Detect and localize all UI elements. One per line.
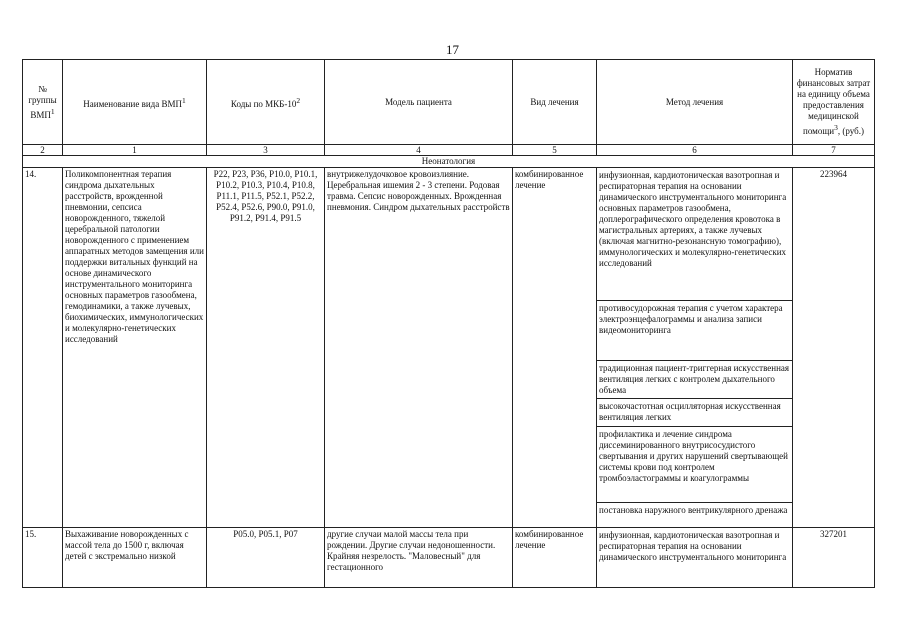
vmp-name: Выхаживание новорожденных с массой тела до 1500 г, включая детей с экстремально низкой [63, 528, 207, 588]
treatment-method: профилактика и лечение синдрома диссеминированного внутрисосудистого свертывания и других нарушений свертывающей системы крови под контролем тромбоэластограммы и коагулограммы [597, 427, 793, 503]
table-row [23, 168, 875, 301]
column-number: 3 [207, 145, 325, 156]
treatment-method: традиционная пациент-триггерная искусственная вентиляция легких с контролем дыхательного объема [597, 361, 793, 399]
header-model: Модель пациента [325, 60, 513, 145]
page-number: 17 [446, 42, 459, 57]
norm-value: 327201 [793, 528, 875, 588]
treatment-method: высокочастотная осцилляторная искусственная вентиляция легких [597, 399, 793, 427]
treatment-method: инфузионная, кардиотоническая вазотропная и респираторная терапия на основании динамического инструментального мониторинга основных параметров газообмена, доплерографического определения кровотока в магистральных артериях, а также лучевых (включая магнитно-резонансную томографию), иммунологических и молекулярно-генетических исследований [597, 168, 793, 301]
header-type: Вид лечения [513, 60, 597, 145]
treatment-method: инфузионная, кардиотоническая вазотропная и респираторная терапия на основании динамического инструментального мониторинга [597, 528, 793, 588]
column-number: 7 [793, 145, 875, 156]
header-row [23, 60, 875, 145]
section-row [23, 156, 875, 168]
patient-model: внутрижелудочковое кровоизлияние. Церебральная ишемия 2 - 3 степени. Родовая травма. Сепсис новорожденных. Врожденная пневмония. Синдром дыхательных расстройств [325, 168, 513, 528]
vmp-table [22, 59, 875, 588]
treatment-method: постановка наружного вентрикулярного дренажа [597, 503, 793, 528]
group-number: 14. [23, 168, 63, 528]
group-number: 15. [23, 528, 63, 588]
table-row [23, 528, 875, 588]
column-number: 2 [23, 145, 63, 156]
patient-model: другие случаи малой массы тела при рождении. Другие случаи недоношенности. Крайняя незрелость. "Маловесный" для гестационного [325, 528, 513, 588]
treatment-method: противосудорожная терапия с учетом характера электроэнцефалограммы и анализа записи видеомониторинга [597, 301, 793, 361]
treatment-type: комбинированное лечение [513, 528, 597, 588]
column-numbers-row [23, 145, 875, 156]
icd-codes: P22, P23, P36, P10.0, P10.1, P10.2, P10.3, P10.4, P10.8, P11.1, P11.5, P52.1, P52.2, P52.4, P52.6, P90.0, P91.0, P91.2, P91.4, P91.5 [207, 168, 325, 528]
vmp-name: Поликомпонентная терапия синдрома дыхательных расстройств, врожденной пневмонии, сепсиса новорожденного, тяжелой церебральной патологии новорожденного с применением аппаратных методов замещения или поддержки витальных функций на основе динамического инструментального мониторинга основных параметров газообмена, гемодинамики, а также лучевых, биохимических, иммунологических и молекулярно-генетических исследований [63, 168, 207, 528]
section-title: Неонатология [23, 156, 875, 168]
norm-value: 223964 [793, 168, 875, 528]
column-number: 4 [325, 145, 513, 156]
header-name: Наименование вида ВМП$^1$ [63, 60, 207, 145]
header-norm: Норматив финансовых затрат на единицу объема предоставления медицинской помощи$^3$, (руб.) [793, 60, 875, 145]
header-codes: Коды по МКБ-$10^2$ [207, 60, 325, 145]
treatment-type: комбинированное лечение [513, 168, 597, 528]
column-number: 6 [597, 145, 793, 156]
column-number: 5 [513, 145, 597, 156]
column-number: 1 [63, 145, 207, 156]
header-group: № группы ВМП$^1$ [23, 60, 63, 145]
header-method: Метод лечения [597, 60, 793, 145]
icd-codes: P05.0, P05.1, P07 [207, 528, 325, 588]
